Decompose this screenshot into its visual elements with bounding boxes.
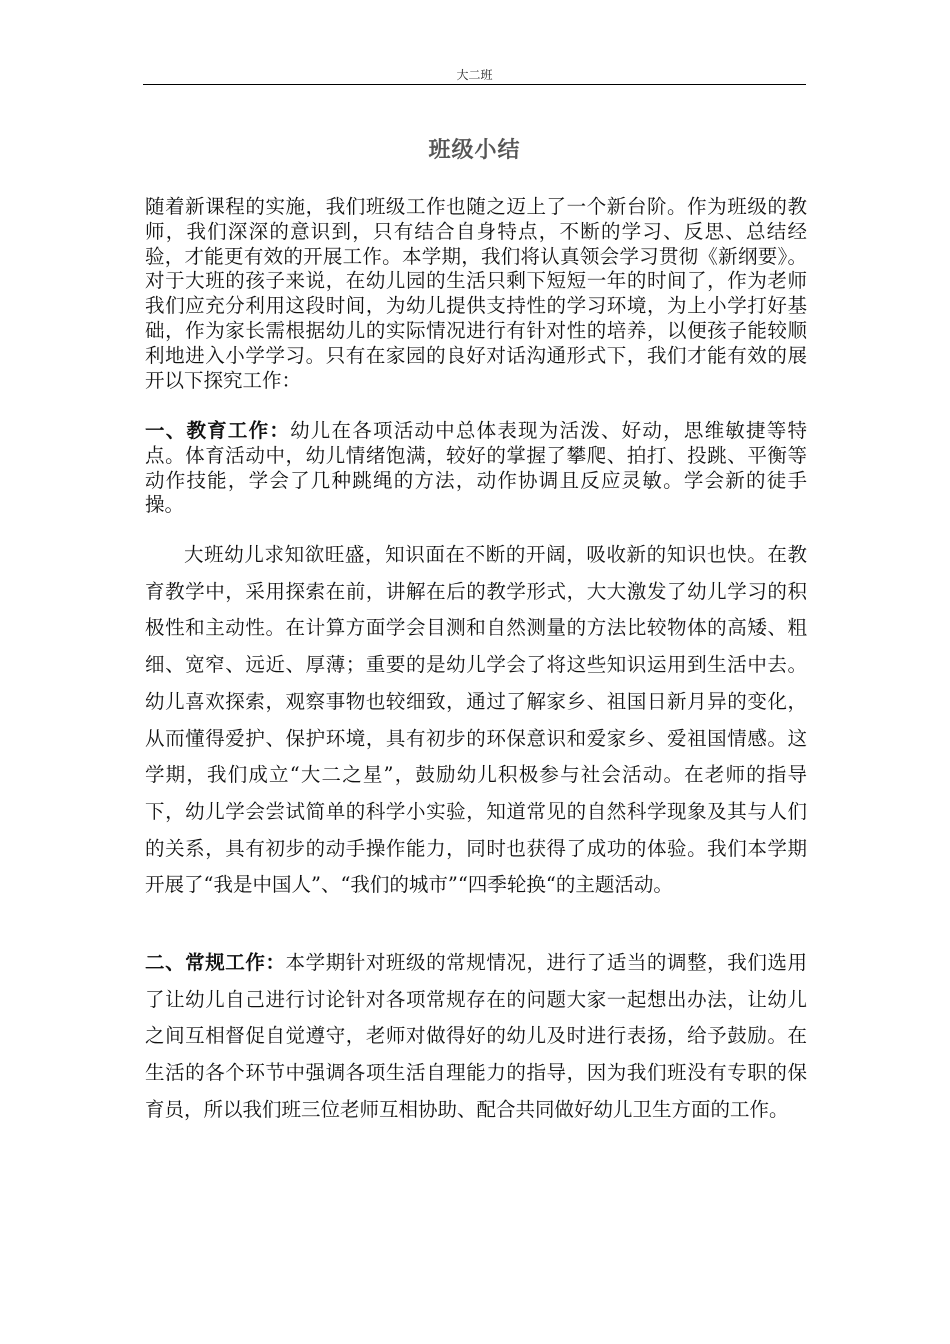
routine-paragraph (145, 945, 807, 1129)
education-body: 幼儿在各项活动中总体表现为活泼、好动，思维敏捷等特点。体育活动中，幼儿情绪饱满，较好的掌握了攀爬、拍打、投跳、平衡等动作技能，学会了几种跳绳的方法，动作协调且反应灵敏。学会新的徒手操。 (145, 419, 807, 517)
intro-paragraph: 随着新课程的实施，我们班级工作也随之迈上了一个新台阶。作为班级的教师，我们深深的意识到，只有结合自身特点，不断的学习、反思、总结经验，才能更有效的开展工作。本学期，我们将认真领会学习贯彻《新纲要》。对于大班的孩子来说，在幼儿园的生活只剩下短短一年的时间了，作为老师我们应充分利用这段时间，为幼儿提供支持性的学习环境，为上小学打好基础，作为家长需根据幼儿的实际情况进行有针对性的培养，以便孩子能较顺利地进入小学学习。只有在家园的良好对话沟通形式下，我们才能有效的展开以下探究工作： (145, 195, 807, 392)
routine-heading: 二、常规工作： (145, 951, 286, 974)
page-header (143, 64, 806, 85)
knowledge-paragraph: 大班幼儿求知欲旺盛，知识面在不断的开阔，吸收新的知识也快。在教育教学中，采用探索在前，讲解在后的教学形式，大大激发了幼儿学习的积极性和主动性。在计算方面学会目测和自然测量的方法比较物体的高矮、粗细、宽窄、远近、厚薄；重要的是幼儿学会了将这些知识运用到生活中去。幼儿喜欢探索，观察事物也较细致，通过了解家乡、祖国日新月异的变化，从而懂得爱护、保护环境，具有初步的环保意识和爱家乡、爱祖国情感。这学期，我们成立“大二之星”，鼓励幼儿积极参与社会活动。在老师的指导下，幼儿学会尝试简单的科学小实验，知道常见的自然科学现象及其与人们的关系，具有初步的动手操作能力，同时也获得了成功的体验。我们本学期开展了“我是中国人”、“我们的城市”“四季轮换“的主题活动。 (145, 543, 807, 897)
routine-body: 本学期针对班级的常规情况，进行了适当的调整，我们选用了让幼儿自己进行讨论针对各项常规存在的问题大家一起想出办法，让幼儿之间互相督促自觉遵守，老师对做得好的幼儿及时进行表扬，给予鼓励。在生活的各个环节中强调各项生活自理能力的指导，因为我们班没有专职的保育员，所以我们班三位老师互相协助、配合共同做好幼儿卫生方面的工作。 (145, 951, 807, 1121)
education-heading: 一、教育工作： (145, 419, 291, 442)
document-title: 班级小结 (428, 138, 521, 163)
education-paragraph (145, 419, 807, 518)
header-text: 大二班 (456, 68, 493, 82)
